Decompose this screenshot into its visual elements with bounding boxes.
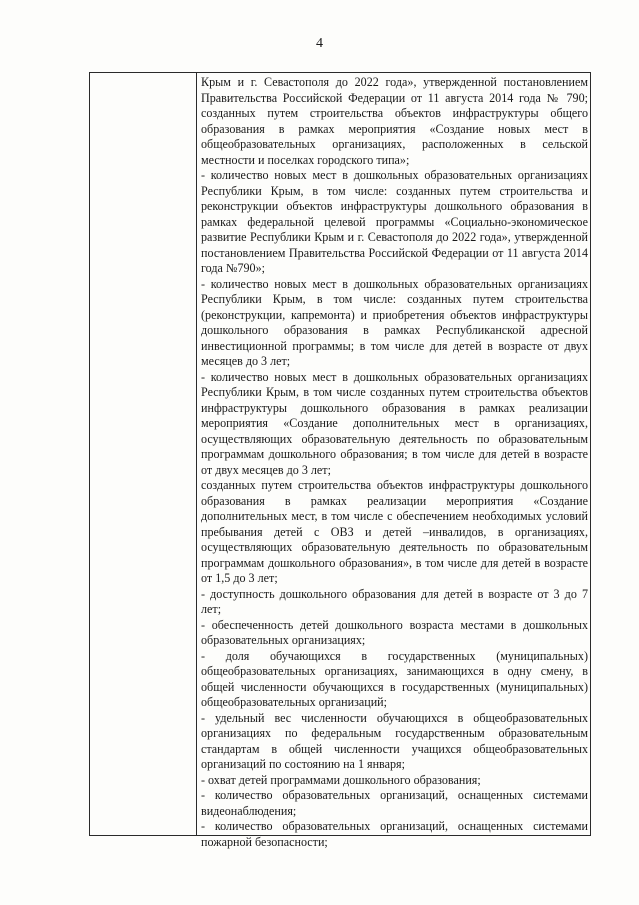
table-left-column-empty — [90, 73, 196, 835]
paragraph: Крым и г. Севастополя до 2022 года», утвержденной постановлением Правительства Российской Федерации от 11 августа 2014 года № 790; созданных путем строительства объектов инфраструктуры общего образования в рамках мероприятия «Создание новых мест в общеобразовательных организациях, расположенных в сельской местности и поселках городского типа»; — [201, 75, 588, 167]
paragraph: созданных путем строительства объектов инфраструктуры дошкольного образования в рамках реализации мероприятия «Создание дополнительных мест, в том числе с обеспечением необходимых условий пребывания детей с ОВЗ и детей –инвалидов, в организациях, осуществляющих образовательную деятельность по образовательным программам дошкольного образования», в том числе для детей в возрасте от 1,5 до 3 лет; — [201, 478, 588, 585]
paragraph: - количество новых мест в дошкольных образовательных организациях Республики Крым, в том числе: созданных путем строительства и реконструкции объектов инфраструктуры дошкольного образования в рамках федеральной целевой программы «Социально-экономическое развитие Республики Крым и г. Севастополя до 2022 года», утвержденной постановлением Правительства Российской Федерации от 11 августа 2014 года №790»; — [201, 168, 588, 275]
paragraph: - количество новых мест в дошкольных образовательных организациях Республики Крым, в том числе: созданных путем строительства (реконструкции, капремонта) и приобретения объектов инфраструктуры дошкольного образования в рамках Республиканской адресной инвестиционной программы; в том числе для детей в возрасте от двух месяцев до 3 лет; — [201, 276, 588, 368]
paragraph: - доля обучающихся в государственных (муниципальных) общеобразовательных организациях, занимающихся в одну смену, в общей численности обучающихся в государственных (муниципальных) общеобразовательных организаций; — [201, 648, 588, 709]
paragraph: - доступность дошкольного образования для детей в возрасте от 3 до 7 лет; — [201, 586, 588, 616]
paragraph: - количество новых мест в дошкольных образовательных организациях Республики Крым, в том числе созданных путем строительства объектов инфраструктуры дошкольного образования в рамках реализации мероприятия «Создание дополнительных мест в организациях, осуществляющих образовательную деятельность по образовательным программам дошкольного образования; в том числе для детей в возрасте от двух месяцев до 3 лет; — [201, 369, 588, 477]
column-divider — [196, 73, 197, 835]
paragraph: - охват детей программами дошкольного образования; — [201, 772, 481, 787]
paragraph: - обеспеченность детей дошкольного возраста местами в дошкольных образовательных организациях; — [201, 617, 588, 647]
document-table — [89, 72, 591, 849]
paragraph: - удельный вес численности обучающихся в общеобразовательных организациях по федеральным государственным образовательным стандартам в общей численности учащихся общеобразовательных организаций по состоянию на 1 января; — [201, 710, 588, 771]
table-right-column-text — [201, 75, 588, 850]
paragraph: - количество образовательных организаций, оснащенных системами видеонаблюдения; — [201, 788, 588, 818]
paragraph: - количество образовательных организаций, оснащенных системами пожарной безопасности; — [201, 819, 588, 849]
page-number: 4 — [316, 36, 323, 51]
